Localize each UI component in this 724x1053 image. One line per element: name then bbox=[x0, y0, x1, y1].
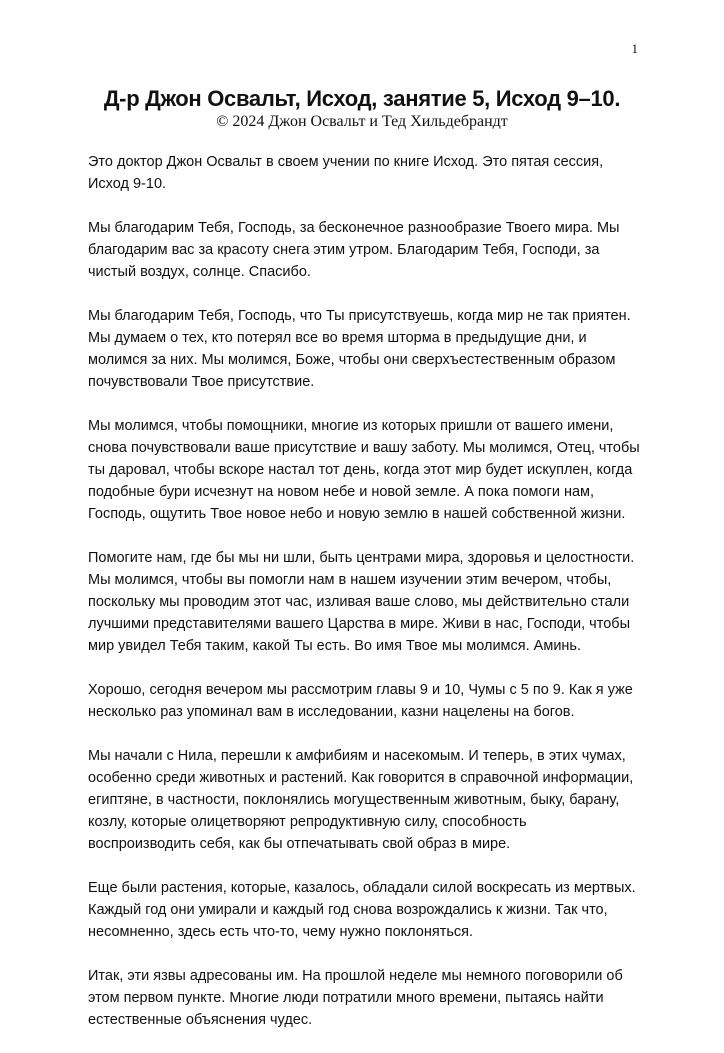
document-body bbox=[88, 151, 640, 1053]
paragraph-7 bbox=[88, 745, 636, 855]
text-line: египтяне, в частности, поклонялись могущественным животным, быку, барану, bbox=[88, 792, 620, 808]
paragraph-8 bbox=[88, 877, 636, 943]
text-line: лучшими представителями вашего Царства в мире. Живи в нас, Господи, чтобы bbox=[88, 616, 630, 632]
text-line: воспроизводить себя, как бы отпечатывать свой образ в мире. bbox=[88, 836, 511, 852]
text-line: Еще были растения, которые, казалось, обладали силой воскресать из мертвых. bbox=[88, 880, 636, 896]
paragraph-5 bbox=[88, 547, 636, 657]
text-line: Мы благодарим Тебя, Господь, за бесконечное разнообразие Твоего мира. Мы bbox=[88, 220, 620, 236]
paragraph-9 bbox=[88, 965, 636, 1031]
text-line: Мы молимся, чтобы вы помогли нам в нашем изучении этим вечером, чтобы, bbox=[88, 572, 612, 588]
text-line: несомненно, здесь есть что-то, чему нужно поклоняться. bbox=[88, 924, 474, 940]
text-line: козлу, которые олицетворяют репродуктивную силу, способность bbox=[88, 814, 527, 830]
text-line: подобные бури исчезнут на новом небе и новой земле. А пока помоги нам, bbox=[88, 484, 595, 500]
text-line: Итак, эти язвы адресованы им. На прошлой неделе мы немного поговорили об bbox=[88, 968, 623, 984]
text-line: Каждый год они умирали и каждый год снова возрождались к жизни. Так что, bbox=[88, 902, 608, 918]
text-line: ты даровал, чтобы вскоре настал тот день, когда этот мир будет искуплен, когда bbox=[88, 462, 633, 478]
paragraph-1 bbox=[88, 151, 636, 195]
text-line: этом первом пункте. Многие люди потратили много времени, пытаясь найти bbox=[88, 990, 604, 1006]
text-line: Помогите нам, где бы мы ни шли, быть центрами мира, здоровья и целостности. bbox=[88, 550, 635, 566]
copyright-line: © 2024 Джон Освальт и Тед Хильдебрандт bbox=[216, 113, 508, 130]
paragraph-6 bbox=[88, 679, 636, 723]
text-line: Господь, ощутить Твое новое небо и новую землю в нашей собственной жизни. bbox=[88, 506, 626, 522]
text-line: поскольку мы проводим этот час, изливая ваше слово, мы действительно стали bbox=[88, 594, 630, 610]
text-line: молимся за них. Мы молимся, Боже, чтобы они сверхъестественным образом bbox=[88, 352, 616, 368]
text-line: несколько раз упоминал вам в исследовании, казни нацелены на богов. bbox=[88, 704, 575, 720]
text-line: чистый воздух, солнце. Спасибо. bbox=[88, 264, 311, 280]
text-line: Мы начали с Нила, перешли к амфибиям и насекомым. И теперь, в этих чумах, bbox=[88, 748, 626, 764]
text-line: Мы молимся, чтобы помощники, многие из которых пришли от вашего имени, bbox=[88, 418, 614, 434]
text-line: снова почувствовали ваше присутствие и вашу заботу. Мы молимся, Отец, чтобы bbox=[88, 440, 640, 456]
paragraph-3 bbox=[88, 305, 636, 393]
document-header bbox=[88, 86, 636, 132]
text-line: естественные объяснения чудес. bbox=[88, 1012, 313, 1028]
text-line: Хорошо, сегодня вечером мы рассмотрим главы 9 и 10, Чумы с 5 по 9. Как я уже bbox=[88, 682, 633, 698]
text-line: Мы благодарим Тебя, Господь, что Ты присутствуешь, когда мир не так приятен. bbox=[88, 308, 631, 324]
text-line: Это доктор Джон Освальт в своем учении по книге Исход. Это пятая сессия, bbox=[88, 154, 604, 170]
text-line: особенно среди животных и растений. Как говорится в справочной информации, bbox=[88, 770, 634, 786]
document-title: Д-р Джон Освальт, Исход, занятие 5, Исход 9–10. bbox=[103, 86, 621, 111]
text-line: Исход 9-10. bbox=[88, 176, 167, 192]
text-line: мир увидел Тебя таким, какой Ты есть. Во имя Твое мы молимся. Аминь. bbox=[88, 638, 582, 654]
page-number: 1 bbox=[631, 41, 638, 56]
text-line: Мы думаем о тех, кто потерял все во время шторма в предыдущие дни, и bbox=[88, 330, 587, 346]
paragraph-2 bbox=[88, 217, 636, 283]
paragraph-4 bbox=[88, 415, 640, 525]
text-line: почувствовали Твое присутствие. bbox=[88, 374, 315, 390]
text-line: благодарим вас за красоту снега этим утром. Благодарим Тебя, Господи, за bbox=[88, 242, 600, 258]
